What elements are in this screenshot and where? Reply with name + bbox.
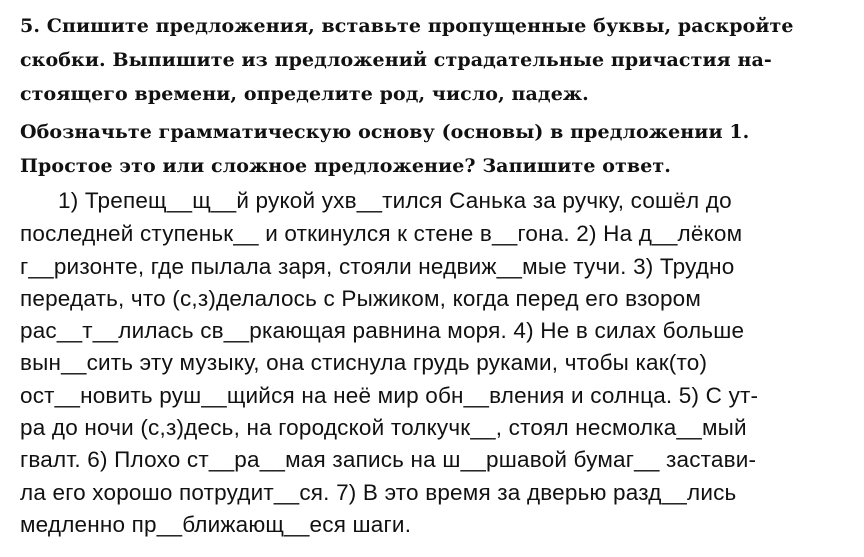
task-instruction-line: 5. Спишите предложения, вставьте пропущенные буквы, раскройте (20, 15, 794, 37)
exercise-line: медленно пр__ближающ__еся шаги. (20, 512, 412, 537)
exercise-line: 1) Трепещ__щ__й рукой ухв__тился Санька за ручку, сошёл до (58, 188, 732, 213)
exercise-line: ост__новить руш__щийся на неё мир обн__вления и солнца. 5) С ут- (20, 383, 759, 408)
exercise-line: рас__т__лилась св__ркающая равнина моря. 4) Не в силах больше (20, 318, 745, 343)
exercise-line: последней ступеньк__ и откинулся к стене в__гона. 2) На д__лёком (20, 221, 743, 246)
exercise-line: г__ризонте, где пылала заря, стояли недвиж__мые тучи. 3) Трудно (20, 254, 735, 279)
grammar-task-line: Простое это или сложное предложение? Запишите ответ. (20, 155, 671, 177)
exercise-line: ра до ночи (с,з)десь, на городской толкучк__, стоял несмолка__мый (20, 415, 747, 440)
exercise-line: ла его хорошо потрудит__ся. 7) В это время за дверью разд__лись (20, 480, 737, 505)
task-instruction-line: скобки. Выпишите из предложений страдательные причастия на- (20, 49, 772, 71)
task-instruction-line: стоящего времени, определите род, число, падеж. (20, 83, 589, 105)
exercise-line: вын__сить эту музыку, она стиснула грудь руками, чтобы как(то) (20, 350, 708, 375)
exercise-line: гвалт. 6) Плохо ст__ра__мая запись на ш__ршавой бумаг__ застави- (20, 447, 757, 472)
grammar-task-line: Обозначьте грамматическую основу (основы) в предложении 1. (20, 121, 750, 143)
exercise-line: передать, что (с,з)делалось с Рыжиком, когда перед его взором (20, 286, 702, 311)
